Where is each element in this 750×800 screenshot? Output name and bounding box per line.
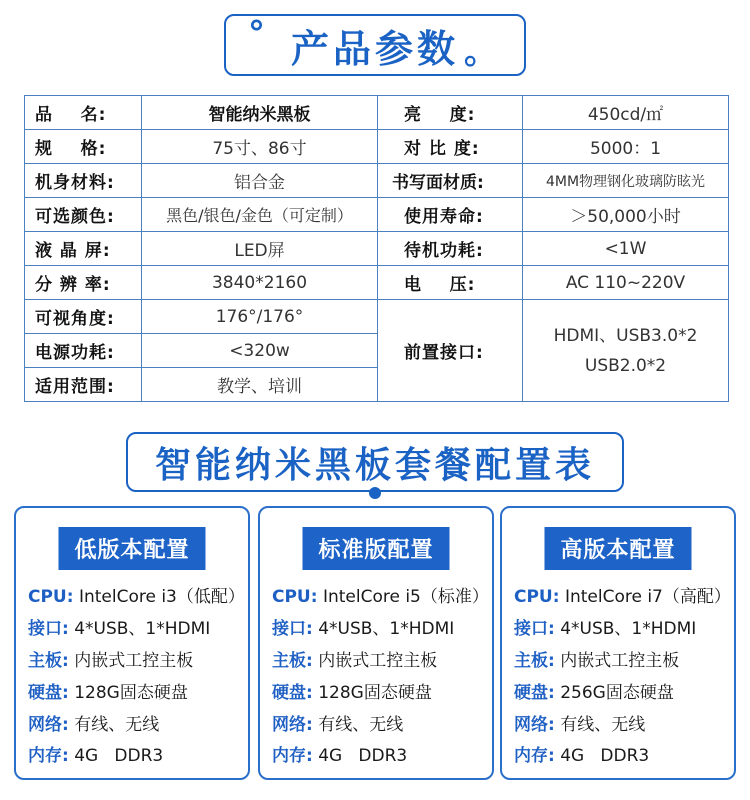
config-table-title: 智能纳米黑板套餐配置表 xyxy=(126,432,624,492)
row-key: CPU: xyxy=(272,587,318,607)
row-value: 4G DDR3 xyxy=(318,746,408,766)
row-key: 网络: xyxy=(28,715,69,735)
row-key: 内存: xyxy=(514,746,555,766)
spec-value: 智能纳米黑板 xyxy=(142,96,378,130)
spec-value: 教学、培训 xyxy=(142,368,378,402)
spec-table xyxy=(24,95,729,402)
spec-label: 液 晶 屏: xyxy=(25,232,142,266)
row-key: 主板: xyxy=(514,651,555,671)
row-value: 有线、无线 xyxy=(560,715,646,735)
port-line-1: HDMI、USB3.0*2 xyxy=(553,325,698,346)
page-title: 产品参数 xyxy=(290,26,459,71)
row-key: 接口: xyxy=(28,619,69,639)
spec-label: 亮 度: xyxy=(378,96,523,130)
row-value: 128G固态硬盘 xyxy=(74,683,188,703)
table-row xyxy=(25,300,729,334)
card-row xyxy=(272,678,432,703)
spec-label: 适用范围: xyxy=(25,368,142,402)
card-title: 标准版配置 xyxy=(302,527,449,570)
spec-label: 前置接口: xyxy=(378,300,523,402)
row-value: 有线、无线 xyxy=(318,715,404,735)
spec-label: 待机功耗: xyxy=(378,232,523,266)
spec-label: 书写面材质: xyxy=(378,164,523,198)
spec-value: <1W xyxy=(523,232,729,266)
row-key: 内存: xyxy=(28,746,69,766)
card-title: 低版本配置 xyxy=(58,527,205,570)
row-key: 接口: xyxy=(514,619,555,639)
card-row xyxy=(514,678,674,703)
table-row xyxy=(25,130,729,164)
card-row xyxy=(28,614,210,639)
row-key: 硬盘: xyxy=(272,683,313,703)
spec-value: 3840*2160 xyxy=(142,266,378,300)
row-key: 硬盘: xyxy=(28,683,69,703)
card-row xyxy=(272,741,407,766)
row-key: 内存: xyxy=(272,746,313,766)
spec-value: 75寸、86寸 xyxy=(142,130,378,164)
spec-label: 电源功耗: xyxy=(25,334,142,368)
table-row xyxy=(25,96,729,130)
card-row xyxy=(272,710,403,735)
row-value: 4G DDR3 xyxy=(74,746,164,766)
spec-label: 机身材料: xyxy=(25,164,142,198)
spec-label: 分 辨 率: xyxy=(25,266,142,300)
row-value: 4*USB、1*HDMI xyxy=(560,619,697,639)
title-deco-right: 。 xyxy=(464,32,502,72)
row-key: CPU: xyxy=(514,587,560,607)
spec-label: 规 格: xyxy=(25,130,142,164)
row-value: IntelCore i5（标准） xyxy=(322,587,489,607)
card-row xyxy=(28,678,188,703)
title-dot xyxy=(369,487,381,499)
card-row xyxy=(28,710,159,735)
spec-value: 176°/176° xyxy=(142,300,378,334)
spec-value: <320w xyxy=(142,334,378,368)
spec-value: 450cd/㎡ xyxy=(523,96,729,130)
spec-value: 铝合金 xyxy=(142,164,378,198)
port-line-2: USB2.0*2 xyxy=(584,355,667,376)
spec-label: 对 比 度: xyxy=(378,130,523,164)
card-row xyxy=(28,582,245,607)
card-row xyxy=(272,614,454,639)
card-row xyxy=(272,646,437,671)
spec-label: 可视角度: xyxy=(25,300,142,334)
spec-value: 黑色/银色/金色（可定制） xyxy=(142,198,378,232)
row-key: 主板: xyxy=(28,651,69,671)
spec-value: LED屏 xyxy=(142,232,378,266)
card-row xyxy=(514,710,645,735)
row-key: 硬盘: xyxy=(514,683,555,703)
card-row xyxy=(514,582,731,607)
table-row xyxy=(25,164,729,198)
card-row xyxy=(514,646,679,671)
spec-value: ＞50,000小时 xyxy=(523,198,729,232)
card-row xyxy=(28,646,193,671)
row-value: 有线、无线 xyxy=(74,715,160,735)
spec-label: 可选颜色: xyxy=(25,198,142,232)
row-key: 网络: xyxy=(272,715,313,735)
spec-value: 4MM物理钢化玻璃防眩光 xyxy=(523,164,729,198)
card-row xyxy=(514,741,649,766)
row-value: 128G固态硬盘 xyxy=(318,683,432,703)
spec-label: 电 压: xyxy=(378,266,523,300)
row-value: 内嵌式工控主板 xyxy=(318,651,438,671)
config-card-high xyxy=(500,506,736,780)
row-value: 256G固态硬盘 xyxy=(560,683,674,703)
card-row xyxy=(28,741,163,766)
row-key: 网络: xyxy=(514,715,555,735)
spec-label: 使用寿命: xyxy=(378,198,523,232)
card-row xyxy=(272,582,489,607)
row-value: 4*USB、1*HDMI xyxy=(318,619,455,639)
row-value: IntelCore i3（低配） xyxy=(78,587,245,607)
title-deco-left: ° xyxy=(248,14,269,54)
row-value: IntelCore i7（高配） xyxy=(564,587,731,607)
config-card-low xyxy=(14,506,250,780)
row-value: 4*USB、1*HDMI xyxy=(74,619,211,639)
row-value: 内嵌式工控主板 xyxy=(74,651,194,671)
card-row xyxy=(514,614,696,639)
table-row xyxy=(25,266,729,300)
row-key: 接口: xyxy=(272,619,313,639)
card-title: 高版本配置 xyxy=(544,527,691,570)
table-row xyxy=(25,198,729,232)
row-key: CPU: xyxy=(28,587,74,607)
spec-value: AC 110~220V xyxy=(523,266,729,300)
row-value: 内嵌式工控主板 xyxy=(560,651,680,671)
table-row xyxy=(25,232,729,266)
row-value: 4G DDR3 xyxy=(560,746,650,766)
spec-value: 5000：1 xyxy=(523,130,729,164)
spec-value-ports xyxy=(523,300,729,402)
product-params-title xyxy=(224,14,526,76)
config-card-standard xyxy=(258,506,494,780)
spec-label: 品 名: xyxy=(25,96,142,130)
row-key: 主板: xyxy=(272,651,313,671)
